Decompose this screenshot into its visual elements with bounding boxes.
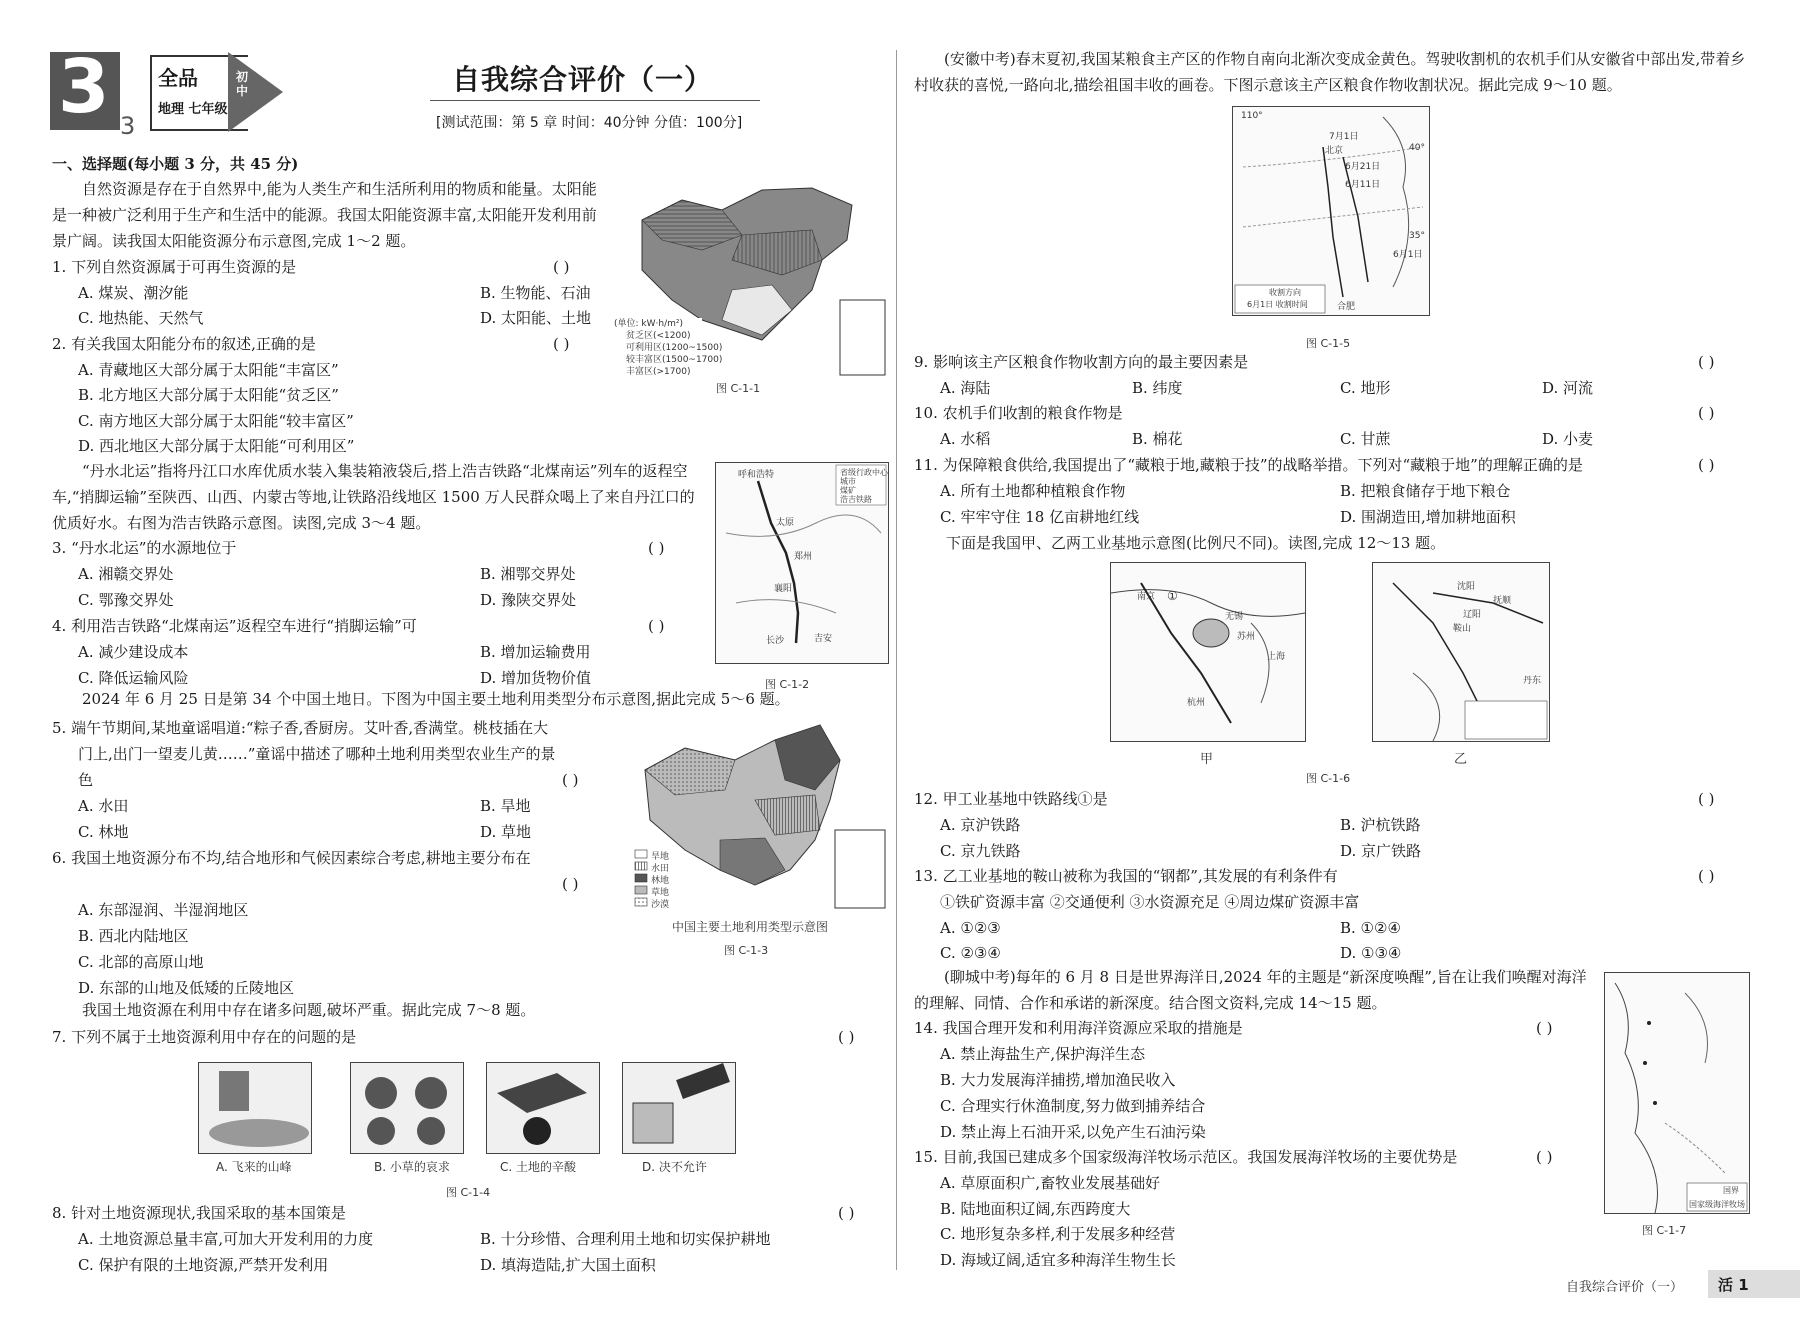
q9-option-d[interactable]: D. 河流 <box>1542 379 1594 397</box>
yi-label-fushun: 抚顺 <box>1493 596 1512 606</box>
q2-option-c[interactable]: C. 南方地区大部分属于太阳能“较丰富区” <box>78 412 354 430</box>
cartoon-panel-b[interactable] <box>350 1062 464 1154</box>
passage-land-day: 2024 年 6 月 25 日是第 34 个中国土地日。下图为中国主要土地利用类型分布示意图,据此完成 5～6 题。 <box>82 690 790 708</box>
q4-option-b[interactable]: B. 增加运输费用 <box>480 643 591 661</box>
jia-label-line1: ① <box>1167 589 1178 603</box>
landuse-legend-4: 沙漠 <box>651 900 670 910</box>
answer-blank-14[interactable]: ( ) <box>1536 1019 1553 1037</box>
passage-land-problems: 我国土地资源在利用中存在诸多问题,破坏严重。据此完成 7～8 题。 <box>82 1001 536 1019</box>
q3-option-a[interactable]: A. 湘赣交界处 <box>78 565 174 583</box>
q3-option-b[interactable]: B. 湘鄂交界处 <box>480 565 576 583</box>
page-title: 自我综合评价（一） <box>452 63 714 96</box>
solar-legend-0: 贫乏区(<1200) <box>626 331 691 341</box>
q4-option-c[interactable]: C. 降低运输风险 <box>78 669 189 687</box>
test-range: [测试范围：第 5 章 时间：40分钟 分值：100分] <box>436 115 743 131</box>
map5-label-jun21: 6月21日 <box>1345 162 1381 172</box>
q8-option-b[interactable]: B. 十分珍惜、合理利用土地和切实保护耕地 <box>480 1230 771 1248</box>
question-13: 13. 乙工业基地的鞍山被称为我国的“钢都”,其发展的有利条件有 <box>914 867 1338 885</box>
footer-page-number: 活 1 <box>1718 1276 1749 1294</box>
q9-option-a[interactable]: A. 海陆 <box>940 379 991 397</box>
level-label: 初中 <box>236 70 249 98</box>
q15-option-a[interactable]: A. 草原面积广,畜牧业发展基础好 <box>940 1174 1161 1192</box>
map5-label-hefei: 合肥 <box>1337 302 1356 312</box>
q11-option-a[interactable]: A. 所有土地都种植粮食作物 <box>940 482 1126 500</box>
question-5-line3: 色 <box>78 771 94 789</box>
landuse-legend-3: 草地 <box>651 888 670 898</box>
question-12: 12. 甲工业基地中铁路线①是 <box>914 790 1108 808</box>
figure-caption-1: 图 C-1-1 <box>716 382 761 395</box>
q5-option-a[interactable]: A. 水田 <box>78 797 129 815</box>
brand-subject: 地理 七年级 <box>158 102 228 117</box>
q13-option-c[interactable]: C. ②③④ <box>940 944 1001 962</box>
q15-option-d[interactable]: D. 海域辽阔,适宜多种海洋生物生长 <box>940 1251 1176 1269</box>
q11-option-c[interactable]: C. 牢牢守住 18 亿亩耕地红线 <box>940 508 1140 526</box>
answer-blank-4[interactable]: ( ) <box>648 617 665 635</box>
map5-label-jun11: 6月11日 <box>1345 180 1381 190</box>
answer-blank-5[interactable]: ( ) <box>562 771 579 789</box>
q12-option-b[interactable]: B. 沪杭铁路 <box>1340 816 1421 834</box>
jia-label-shanghai: 上海 <box>1267 652 1286 662</box>
q14-option-b[interactable]: B. 大力发展海洋捕捞,增加渔民收入 <box>940 1071 1176 1089</box>
brand-name: 全品 <box>158 66 198 90</box>
answer-blank-12[interactable]: ( ) <box>1698 790 1715 808</box>
railway-map-figure <box>715 462 889 664</box>
q6-option-c[interactable]: C. 北部的高原山地 <box>78 953 204 971</box>
map5-label-beijing: 北京 <box>1325 146 1344 156</box>
map5-label-35: 35° <box>1409 231 1425 241</box>
q3-option-d[interactable]: D. 豫陕交界处 <box>480 591 577 609</box>
map2-label-changsha: 长沙 <box>766 636 785 646</box>
q12-option-a[interactable]: A. 京沪铁路 <box>940 816 1021 834</box>
q15-option-c[interactable]: C. 地形复杂多样,利于发展多种经营 <box>940 1225 1176 1243</box>
question-9: 9. 影响该主产区粮食作物收割方向的最主要因素是 <box>914 353 1249 371</box>
q6-option-d[interactable]: D. 东部的山地及低矮的丘陵地区 <box>78 979 295 997</box>
answer-blank-1[interactable]: ( ) <box>553 258 570 276</box>
map5-legend-0: 收割方向 <box>1269 288 1301 297</box>
map5-label-40: 40° <box>1409 143 1425 153</box>
landuse-legend-2: 林地 <box>651 876 670 886</box>
figure-caption-6: 图 C-1-6 <box>1306 772 1351 785</box>
figure-caption-4: 图 C-1-4 <box>446 1186 491 1199</box>
cartoon-panel-d[interactable] <box>622 1062 736 1154</box>
badge-subnumber: 3 <box>120 112 136 140</box>
question-6: 6. 我国土地资源分布不均,结合地形和气候因素综合考虑,耕地主要分布在 <box>52 849 531 867</box>
figure-caption-5: 图 C-1-5 <box>1306 337 1351 350</box>
cartoon-label-c: C. 土地的辛酸 <box>500 1160 577 1174</box>
q9-option-c[interactable]: C. 地形 <box>1340 379 1391 397</box>
q8-option-a[interactable]: A. 土地资源总量丰富,可加大开发利用的力度 <box>78 1230 374 1248</box>
q1-option-a[interactable]: A. 煤炭、潮汐能 <box>78 284 189 302</box>
industrial-base-map-jia <box>1110 562 1306 742</box>
footer-label: 自我综合评价（一） <box>1566 1280 1684 1295</box>
q14-option-a[interactable]: A. 禁止海盐生产,保护海洋生态 <box>940 1045 1146 1063</box>
question-14: 14. 我国合理开发和利用海洋资源应采取的措施是 <box>914 1019 1243 1037</box>
q6-option-b[interactable]: B. 西北内陆地区 <box>78 927 189 945</box>
q14-option-d[interactable]: D. 禁止海上石油开采,以免产生石油污染 <box>940 1123 1206 1141</box>
title-underline <box>430 100 760 101</box>
map2-label-jian: 吉安 <box>814 634 833 644</box>
q10-option-c[interactable]: C. 甘蔗 <box>1340 430 1391 448</box>
jia-label-nanjing: 南京 <box>1137 592 1156 602</box>
question-15: 15. 目前,我国已建成多个国家级海洋牧场示范区。我国发展海洋牧场的主要优势是 <box>914 1148 1458 1166</box>
q10-option-b[interactable]: B. 棉花 <box>1132 430 1183 448</box>
column-divider <box>896 50 897 1270</box>
q13-option-d[interactable]: D. ①③④ <box>1340 944 1402 962</box>
yi-label-liaoyang: 辽阳 <box>1463 610 1482 620</box>
map2-label-xiangyang: 襄阳 <box>774 584 793 594</box>
answer-blank-9[interactable]: ( ) <box>1698 353 1715 371</box>
answer-blank-10[interactable]: ( ) <box>1698 404 1715 422</box>
q8-option-d[interactable]: D. 填海造陆,扩大国土面积 <box>480 1256 656 1274</box>
q8-option-c[interactable]: C. 保护有限的土地资源,严禁开发利用 <box>78 1256 329 1274</box>
jia-label-hangzhou: 杭州 <box>1187 698 1206 708</box>
solar-legend-1: 可利用区(1200~1500) <box>626 343 723 353</box>
answer-blank-11[interactable]: ( ) <box>1698 456 1715 474</box>
jia-label-wuxi: 无锡 <box>1225 612 1244 622</box>
map2-label-taiyuan: 太原 <box>776 518 795 528</box>
question-5-line1: 5. 端午节期间,某地童谣唱道:“粽子香,香厨房。艾叶香,香满堂。桃枝插在大 <box>52 719 549 737</box>
solar-legend-2: 较丰富区(1500~1700) <box>626 355 723 365</box>
passage-industrial-bases: 下面是我国甲、乙两工业基地示意图(比例尺不同)。读图,完成 12～13 题。 <box>946 534 1446 552</box>
q13-option-a[interactable]: A. ①②③ <box>940 919 1001 937</box>
q11-option-b[interactable]: B. 把粮食储存于地下粮仓 <box>1340 482 1511 500</box>
q2-option-b[interactable]: B. 北方地区大部分属于太阳能“贫乏区” <box>78 386 339 404</box>
question-3: 3. “丹水北运”的水源地位于 <box>52 539 237 557</box>
q9-option-b[interactable]: B. 纬度 <box>1132 379 1183 397</box>
q1-option-c[interactable]: C. 地热能、天然气 <box>78 309 204 327</box>
passage-ocean-day: (聊城中考)每年的 6 月 8 日是世界海洋日,2024 年的主题是“新深度唤醒”,旨在让我们唤醒对海洋的理解、同情、合作和承诺的新深度。结合图文资料,完成 14～15 题。 <box>914 968 1587 1012</box>
map5-legend-1: 6月1日 收割时间 <box>1247 300 1308 309</box>
q13-items: ①铁矿资源丰富 ②交通便利 ③水资源充足 ④周边煤矿资源丰富 <box>940 893 1360 911</box>
yi-label-shenyang: 沈阳 <box>1457 582 1476 592</box>
landuse-legend-1: 水田 <box>651 864 670 874</box>
answer-blank-7[interactable]: ( ) <box>838 1028 855 1046</box>
cartoon-label-b: B. 小草的哀求 <box>374 1160 450 1174</box>
cartoon-panel-a[interactable] <box>198 1062 312 1154</box>
question-4: 4. 利用浩吉铁路“北煤南运”返程空车进行“捎脚运输”可 <box>52 617 417 635</box>
question-7: 7. 下列不属于土地资源利用中存在的问题的是 <box>52 1028 357 1046</box>
map5-label-jul1: 7月1日 <box>1329 132 1359 142</box>
yi-label-dandong: 丹东 <box>1523 676 1542 686</box>
ocean-legend-0: 国界 <box>1723 1186 1739 1195</box>
map2-label-hohhot: 呼和浩特 <box>738 470 775 480</box>
map5-label-110: 110° <box>1241 111 1263 121</box>
solar-legend-3: 丰富区(>1700) <box>626 367 691 377</box>
q5-option-c[interactable]: C. 林地 <box>78 823 129 841</box>
question-2: 2. 有关我国太阳能分布的叙述,正确的是 <box>52 335 316 353</box>
q10-option-d[interactable]: D. 小麦 <box>1542 430 1594 448</box>
cartoon-label-d: D. 决不允许 <box>642 1160 707 1174</box>
industrial-base-map-yi <box>1372 562 1550 742</box>
q10-option-a[interactable]: A. 水稻 <box>940 430 991 448</box>
figure-caption-3: 图 C-1-3 <box>724 944 769 957</box>
q6-option-a[interactable]: A. 东部湿润、半湿润地区 <box>78 901 249 919</box>
ocean-legend-1: 国家级海洋牧场 <box>1689 1200 1745 1209</box>
answer-blank-13[interactable]: ( ) <box>1698 867 1715 885</box>
map5-label-jun1: 6月1日 <box>1393 250 1423 260</box>
q1-option-d[interactable]: D. 太阳能、土地 <box>480 309 592 327</box>
q12-option-d[interactable]: D. 京广铁路 <box>1340 842 1422 860</box>
passage-danshui: “丹水北运”指将丹江口水库优质水装入集装箱液袋后,搭上浩吉铁路“北煤南运”列车的返程空车,“捎脚运输”至陕西、山西、内蒙古等地,让铁路沿线地区 1500 万人民群众喝上了来自丹江口的优质好水。右图为浩吉铁路示意图。读图,完成 3～4 题。 <box>52 462 695 532</box>
q14-option-c[interactable]: C. 合理实行休渔制度,努力做到捕养结合 <box>940 1097 1206 1115</box>
q4-option-d[interactable]: D. 增加货物价值 <box>480 669 592 687</box>
map2-legend-1: 城市 <box>840 477 856 486</box>
figure-title-3: 中国主要土地利用类型示意图 <box>672 920 829 934</box>
map2-legend-0: 省级行政中心 <box>840 468 888 477</box>
passage-solar: 自然资源是存在于自然界中,能为人类生产和生活所利用的物质和能量。太阳能是一种被广泛利用于生产和生活中的能源。我国太阳能资源丰富,太阳能开发利用前景广阔。读我国太阳能资源分布示意图,完成 1～2 题。 <box>52 180 597 250</box>
answer-blank-8[interactable]: ( ) <box>838 1204 855 1222</box>
solar-legend-title: (单位: kW·h/m²) <box>614 319 683 329</box>
q5-option-b[interactable]: B. 旱地 <box>480 797 531 815</box>
cartoon-panel-c[interactable] <box>486 1062 600 1154</box>
map2-legend-3: 浩吉铁路 <box>840 495 872 504</box>
map-yi-label: 乙 <box>1454 752 1468 767</box>
answer-blank-3[interactable]: ( ) <box>648 539 665 557</box>
question-11: 11. 为保障粮食供给,我国提出了“藏粮于地,藏粮于技”的战略举措。下列对“藏粮于地”的理解正确的是 <box>914 456 1583 474</box>
map2-legend-2: 煤矿 <box>840 486 856 495</box>
answer-blank-15[interactable]: ( ) <box>1536 1148 1553 1166</box>
answer-blank-6[interactable]: ( ) <box>562 875 579 893</box>
map2-label-zhengzhou: 郑州 <box>794 552 813 562</box>
passage-harvest: (安徽中考)春末夏初,我国某粮食主产区的作物自南向北渐次变成金黄色。驾驶收割机的农机手们从安徽省中部出发,带着乡村收获的喜悦,一路向北,描绘祖国丰收的画卷。下图示意该主产区粮食作物收割状况。据此完成 9～10 题。 <box>914 50 1746 94</box>
map-jia-label: 甲 <box>1200 752 1214 767</box>
yi-label-anshan: 鞍山 <box>1453 624 1472 634</box>
question-8: 8. 针对土地资源现状,我国采取的基本国策是 <box>52 1204 346 1222</box>
q15-option-b[interactable]: B. 陆地面积辽阔,东西跨度大 <box>940 1200 1131 1218</box>
q2-option-a[interactable]: A. 青藏地区大部分属于太阳能“丰富区” <box>78 361 339 379</box>
q11-option-d[interactable]: D. 围湖造田,增加耕地面积 <box>1340 508 1516 526</box>
q5-option-d[interactable]: D. 草地 <box>480 823 532 841</box>
landuse-legend-0: 旱地 <box>651 852 670 862</box>
q4-option-a[interactable]: A. 减少建设成本 <box>78 643 189 661</box>
q2-option-d[interactable]: D. 西北地区大部分属于太阳能“可利用区” <box>78 437 355 455</box>
figure-caption-2: 图 C-1-2 <box>765 678 810 691</box>
harvest-map-figure <box>1232 106 1430 316</box>
badge-number: 3 <box>58 44 110 130</box>
cartoon-label-a: A. 飞来的山峰 <box>216 1160 292 1174</box>
section-heading: 一、选择题(每小题 3 分，共 45 分) <box>52 155 299 173</box>
question-1: 1. 下列自然资源属于可再生资源的是 <box>52 258 297 276</box>
q13-option-b[interactable]: B. ①②④ <box>1340 919 1401 937</box>
answer-blank-2[interactable]: ( ) <box>553 335 570 353</box>
q12-option-c[interactable]: C. 京九铁路 <box>940 842 1021 860</box>
figure-caption-7: 图 C-1-7 <box>1642 1224 1687 1237</box>
ocean-ranch-map-figure <box>1604 972 1750 1214</box>
q3-option-c[interactable]: C. 鄂豫交界处 <box>78 591 174 609</box>
jia-label-suzhou: 苏州 <box>1237 632 1256 642</box>
question-5-line2: 门上,出门一望麦儿黄……”童谣中描述了哪种土地利用类型农业生产的景 <box>78 745 556 763</box>
q1-option-b[interactable]: B. 生物能、石油 <box>480 284 591 302</box>
question-10: 10. 农机手们收割的粮食作物是 <box>914 404 1123 422</box>
